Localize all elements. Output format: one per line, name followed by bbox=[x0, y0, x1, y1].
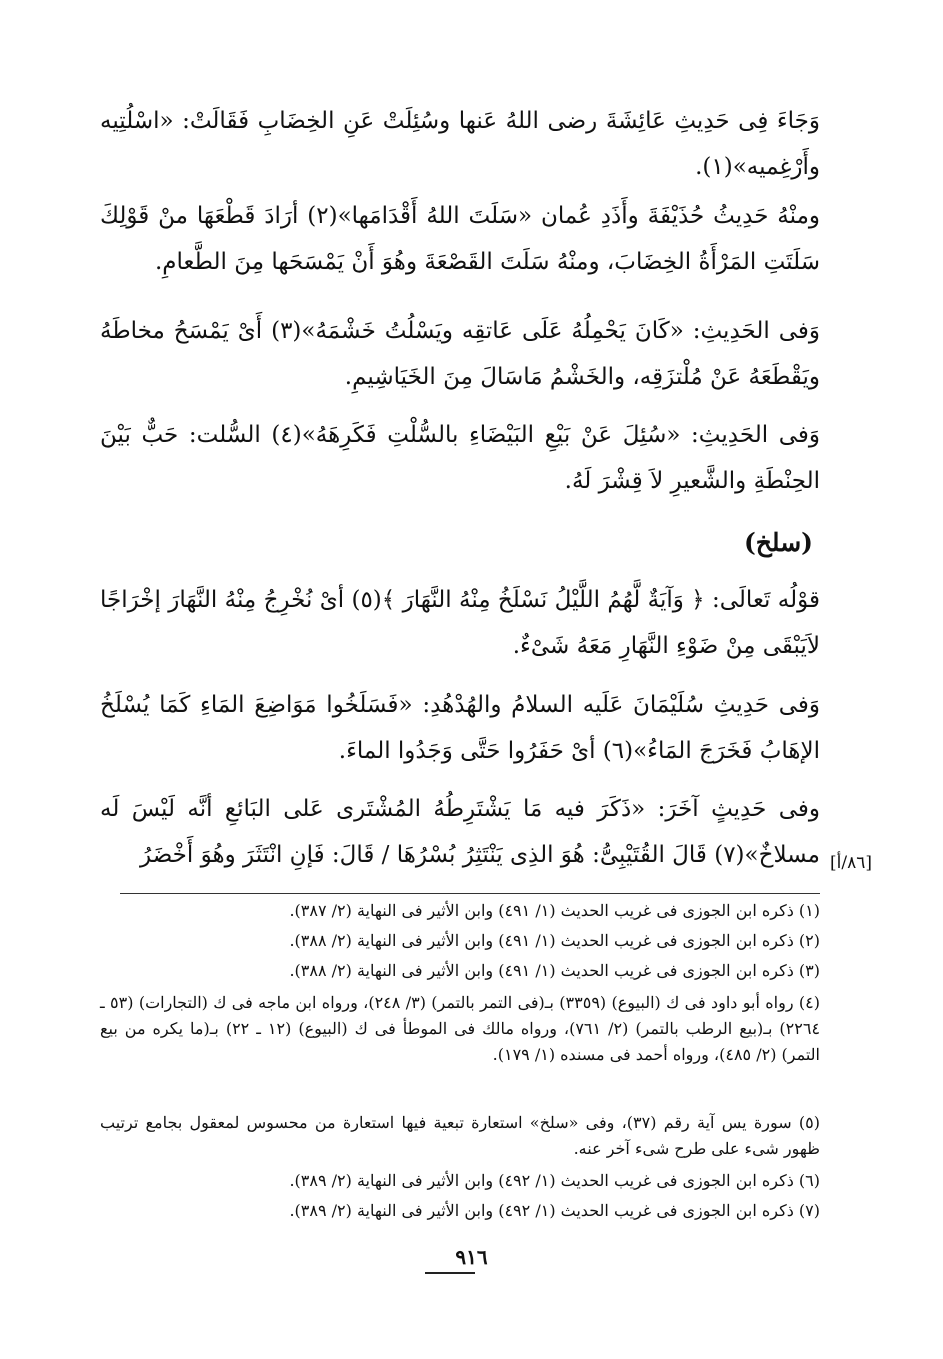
paragraph-6: وَفى حَدِيثِ سُلَيْمَانَ عَلَيه السلامُ والهُدْهُدِ: «فَسَلَخُوا مَوَاضِعَ المَاءِ كَمَا يُسْلَخُ الإهَابُ فَخَرَجَ المَاءُ»(٦) أىْ حَفَرُوا حَتَّى وَجَدُوا الماءَ. bbox=[100, 692, 820, 764]
footnote-divider bbox=[120, 893, 820, 894]
footnote-3: (٣) ذكره ابن الجوزى فى غريب الحديث (١/ ٤٩١) وابن الأثير فى النهاية (٢/ ٣٨٨). bbox=[289, 961, 820, 980]
margin-folio-reference: [٨٦/أ] bbox=[830, 853, 872, 873]
paragraph-5: قوْلُه تَعالَى: ﴿ وَآيَةٌ لَّهُمُ اللَّيْلُ نَسْلَخُ مِنْهُ النَّهَارَ ﴾(٥) أىْ نُخْرِجُ مِنْهُ النَّهَارَ إخْرَاجًا لاَيَبْقَى مِنْ ضَوْءِ النَّهَارِ مَعَهُ شَىْءٌ. bbox=[100, 587, 820, 659]
paragraph-2: ومنْهُ حَدِيثُ حُذَيْفَةَ وأَذَدِ عُمان «سَلَتَ اللهُ أَقْدَامَها»(٢) أرَادَ قَطْعَهَا منْ قَوْلِكَ سَلَتَتِ المَرْأَةُ الخِضَابَ، ومنْهُ سَلَتَ القَصْعَةَ وهُوَ أَنْ يَمْسَحَها مِنَ الطَّعامِ. bbox=[100, 203, 820, 275]
paragraph-3: وَفى الحَدِيثِ: «كَانَ يَحْمِلُهُ عَلَى عَاتقِه ويَسْلُتُ خَشْمَهُ»(٣) أَىْ يَمْسَحُ مخاطَهُ ويَقْطَعَهُ عَنْ مُلْتزَقِه، والخَشْمُ مَاسَالَ مِنَ الخَيَاشِيمِ. bbox=[100, 318, 820, 390]
footnote-4: (٤) رواه أبو داود فى ك (البيوع) (٣٣٥٩) بـ(فى التمر بالتمر) (٣/ ٢٤٨)، ورواه ابن ماجه فى ك (التجارات) (٥٣ ـ ٢٢٦٤) بـ(بيع الرطب بالتمر) (٢/ ٧٦١)، ورواه مالك فى الموطأ فى ك (البيوع) (١٢ ـ ٢٢) بـ(ما يكره من بيع التمر) (٢/ ٤٨٥)، ورواه أحمد فى مسنده (١/ ١٧٩). bbox=[100, 993, 821, 1064]
paragraph-7: وفى حَدِيثٍ آخَرَ: «ذَكَرَ فيه مَا يَشْتَرِطُهُ المُشْتَرى عَلى البَائعِ أنَّه لَيْسَ لَه مسلاخٌ»(٧) قَالَ القُتَيْبِىُّ: هُوَ الذِى يَنْتَثِرُ بُسْرُهَا / قَالَ: فَإنِ انْتَثَرَ وهُوَ أَخْضَرُ bbox=[100, 796, 820, 868]
footnote-1: (١) ذكره ابن الجوزى فى غريب الحديث (١/ ٤٩١) وابن الأثير فى النهاية (٢/ ٣٨٧). bbox=[289, 901, 820, 920]
footnote-5: (٥) سورة يس آية رقم (٣٧)، وفى «سلخ» استعارة تبعية فيها استعارة من محسوس لمعقول بجامع ترتيب ظهور شىء على طرح شىء آخر عنه. bbox=[100, 1113, 820, 1158]
page-number-underline bbox=[425, 1272, 475, 1274]
page-number: ٩١٦ bbox=[455, 1245, 488, 1269]
paragraph-4: وَفى الحَدِيثِ: «سُئِلَ عَنْ بَيْعِ البَيْضَاءِ بالسُّلْتِ فَكَرِهَهُ»(٤) السُّلت: حَبٌّ بَيْنَ الحِنْطَةِ والشَّعيرِ لاَ قِشْرَ لَهُ. bbox=[100, 422, 820, 494]
section-heading: (سلخ) bbox=[743, 528, 813, 557]
footnote-2: (٢) ذكره ابن الجوزى فى غريب الحديث (١/ ٤٩١) وابن الأثير فى النهاية (٢/ ٣٨٨). bbox=[289, 931, 820, 950]
footnote-7: (٧) ذكره ابن الجوزى فى غريب الحديث (١/ ٤٩٢) وابن الأثير فى النهاية (٢/ ٣٨٩). bbox=[289, 1201, 820, 1220]
paragraph-1: وَجَاءَ فِى حَدِيثِ عَائِشَةَ رضى اللهُ عَنها وسُئِلَتْ عَنِ الخِضَابِ فَقَالَتْ: «اسْلُتِيه وأَرْغِميه»(١). bbox=[100, 108, 820, 180]
footnote-6: (٦) ذكره ابن الجوزى فى غريب الحديث (١/ ٤٩٢) وابن الأثير فى النهاية (٢/ ٣٨٩). bbox=[289, 1171, 820, 1190]
